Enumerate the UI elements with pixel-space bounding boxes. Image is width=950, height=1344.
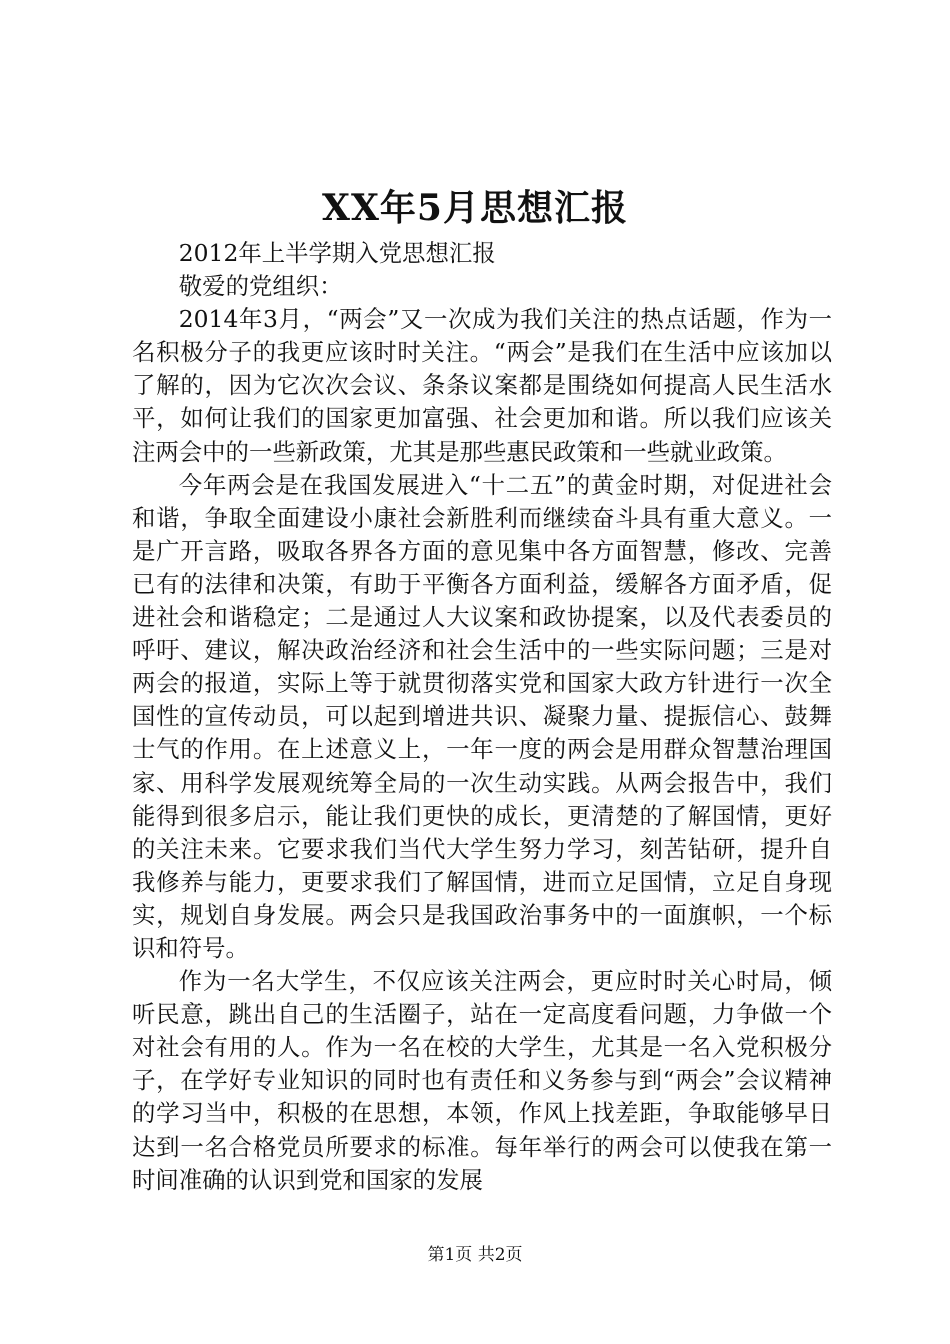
body-paragraph-2: 今年两会是在我国发展进入“十二五”的黄金时期，对促进社会和谐，争取全面建设小康社会新胜利而继续奋斗具有重大意义。一是广开言路，吸取各界各方面的意见集中各方面智慧，修改、完善已有的法律和决策，有助于平衡各方面利益，缓解各方面矛盾，促进社会和谐稳定；二是通过人大议案和政协提案，以及代表委员的呼吁、建议，解决政治经济和社会生活中的一些实际问题；三是对两会的报道，实际上等于就贯彻落实党和国家大政方针进行一次全国性的宣传动员，可以起到增进共识、凝聚力量、提振信心、鼓舞士气的作用。在上述意义上，一年一度的两会是用群众智慧治理国家、用科学发展观统筹全局的一次生动实践。从两会报告中，我们能得到很多启示，能让我们更快的成长，更清楚的了解国情，更好的关注未来。它要求我们当代大学生努力学习，刻苦钻研，提升自我修养与能力，更要求我们了解国情，进而立足国情，立足自身现实，规划自身发展。两会只是我国政治事务中的一面旗帜，一个标识和符号。 [132,470,832,962]
document-body [132,237,832,1197]
subtitle-line: 2012年上半学期入党思想汇报 [178,239,496,267]
body-paragraph-3: 作为一名大学生，不仅应该关注两会，更应时时关心时局，倾听民意，跳出自己的生活圈子，站在一定高度看问题，力争做一个对社会有用的人。作为一名在校的大学生，尤其是一名入党积极分子，在学好专业知识的同时也有责任和义务参与到“两会”会议精神的学习当中，积极的在思想，本领，作风上找差距，争取能够早日达到一名合格党员所要求的标准。每年举行的两会可以使我在第一时间准确的认识到党和国家的发展 [132,967,832,1194]
document-title: XX年5月思想汇报 [322,187,628,229]
salutation-line: 敬爱的党组织： [178,272,343,301]
page-number-footer: 第1页 共2页 [427,1245,523,1265]
body-paragraph-1: 2014年3月，“两会”又一次成为我们关注的热点话题，作为一名积极分子的我更应该时时关注。“两会”是我们在生活中应该加以了解的，因为它次次会议、条条议案都是围绕如何提高人民生活水平，如何让我们的国家更加富强、社会更加和谐。所以我们应该关注两会中的一些新政策，尤其是那些惠民政策和一些就业政策。 [132,305,832,466]
